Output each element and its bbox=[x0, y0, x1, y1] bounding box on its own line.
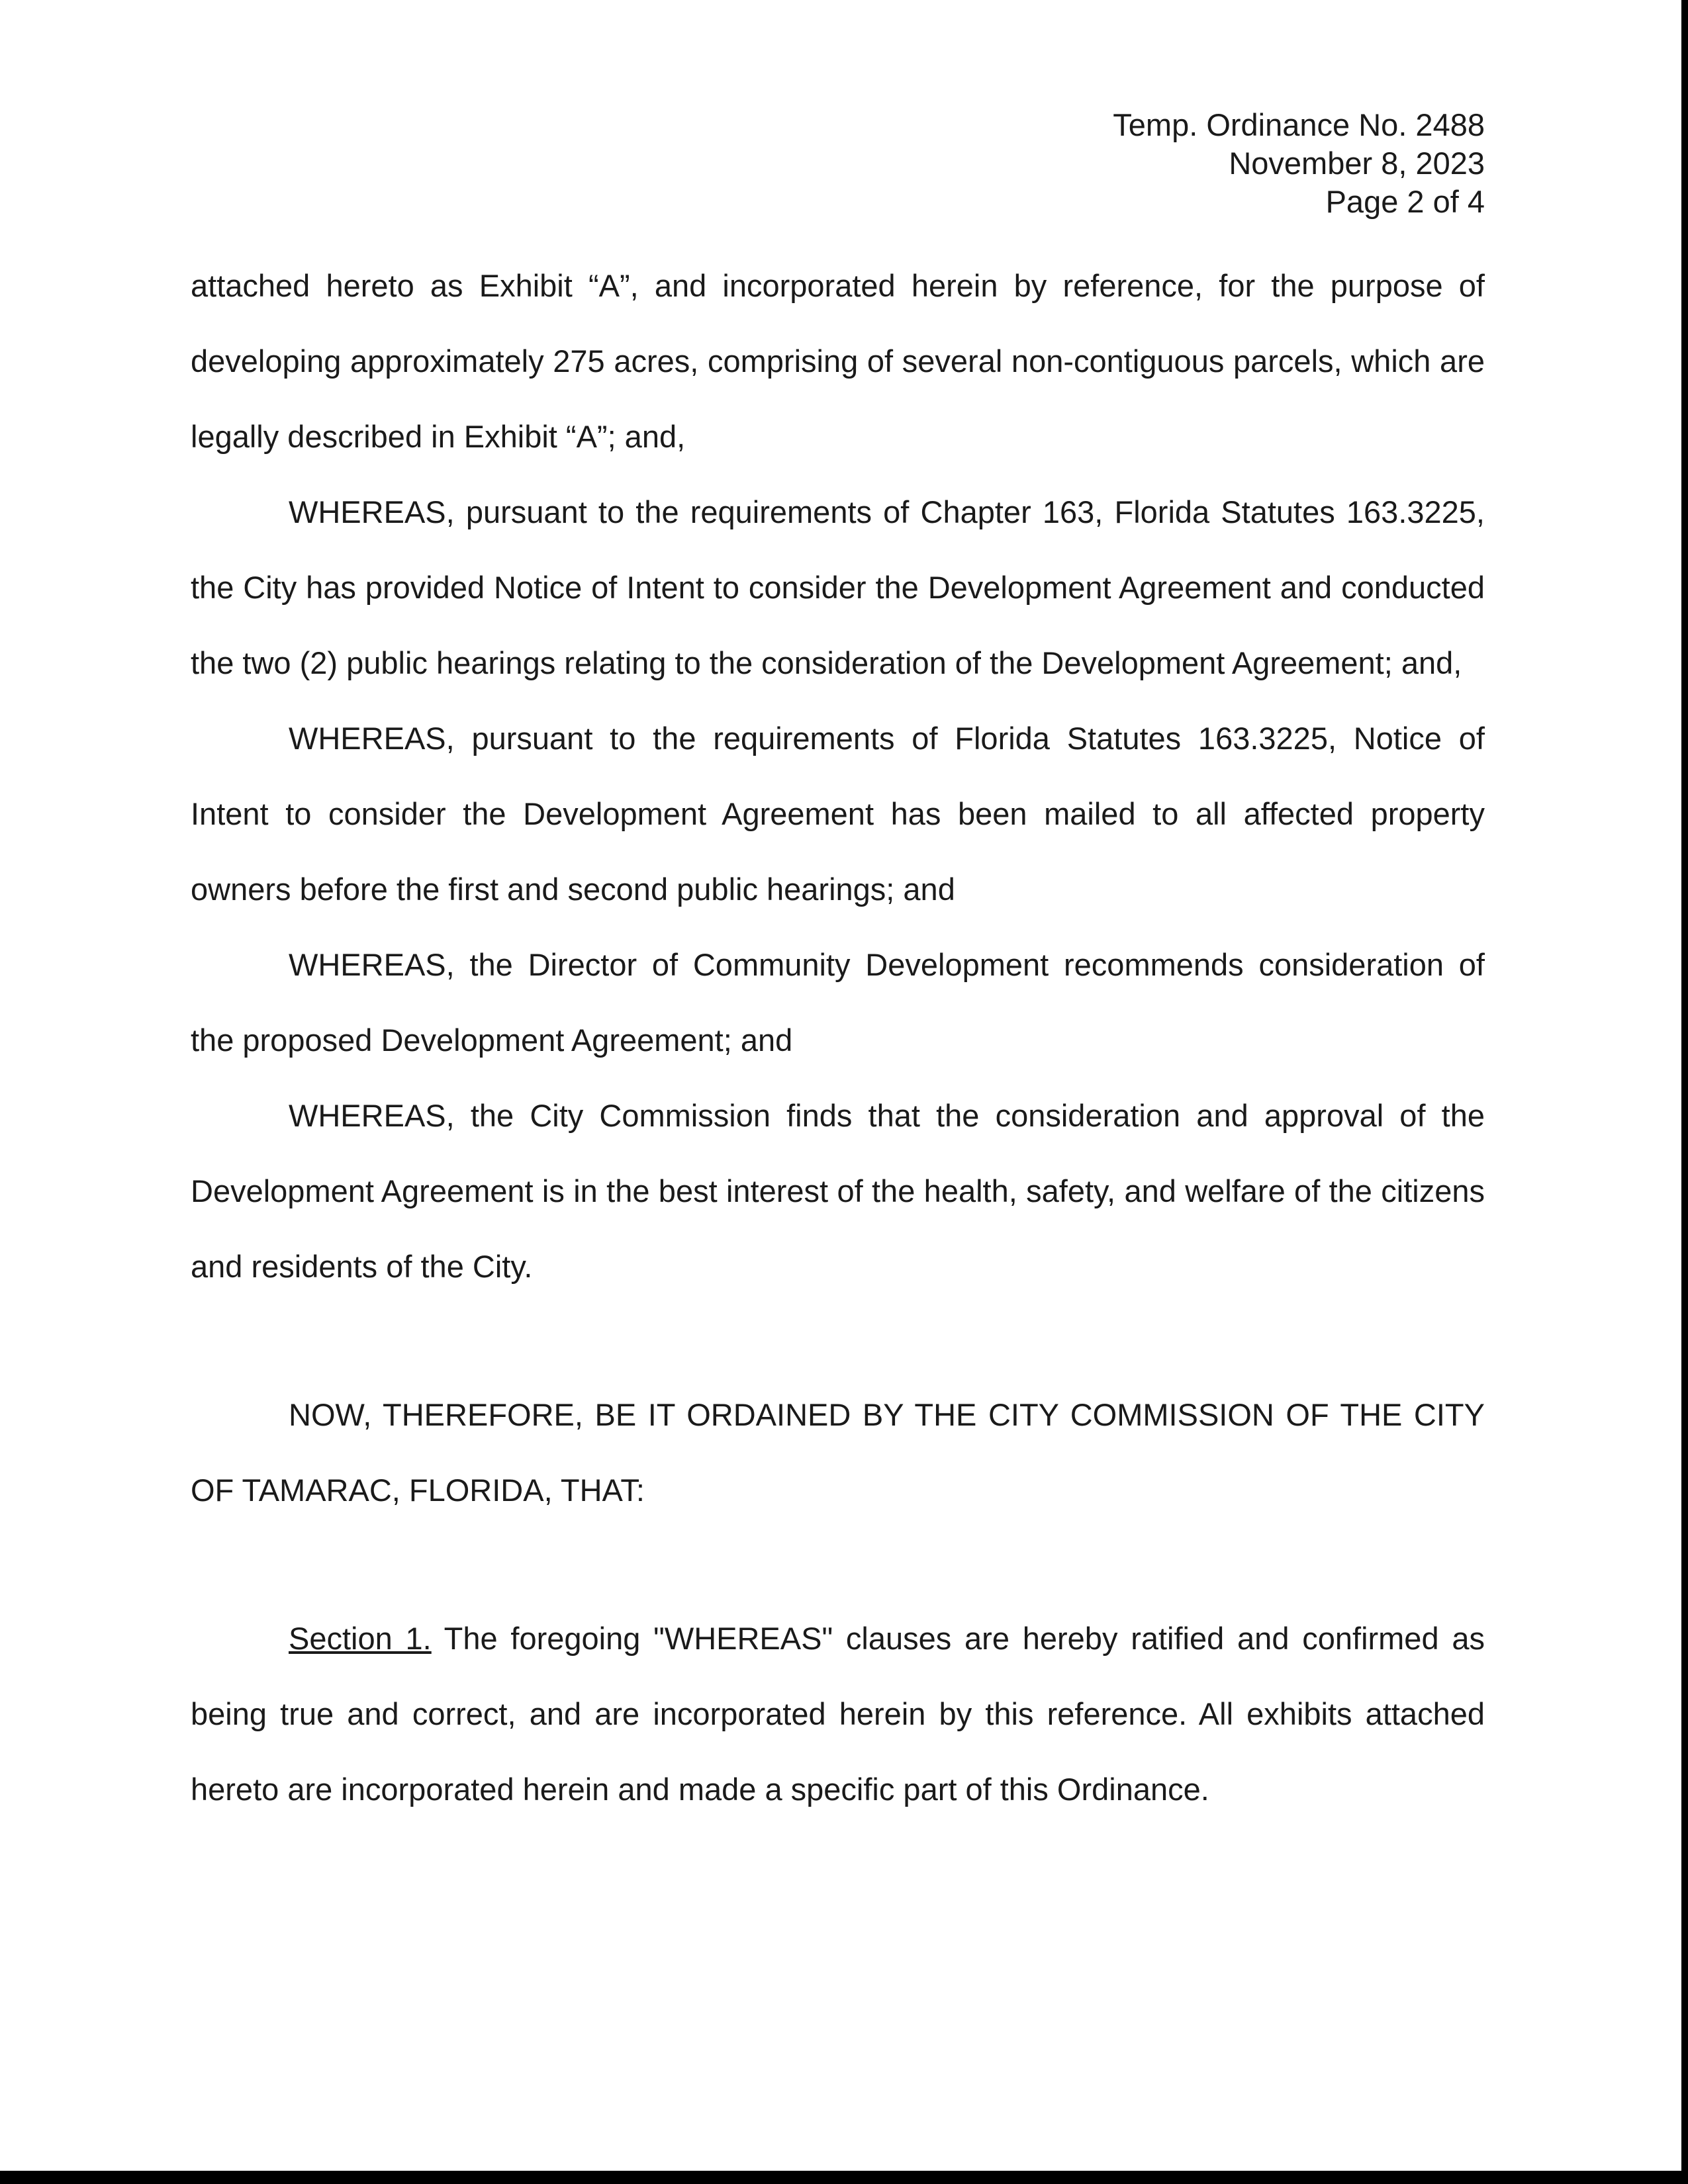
ordinance-number: Temp. Ordinance No. 2488 bbox=[1113, 107, 1485, 142]
paragraph-whereas-notice: WHEREAS, pursuant to the requirements of Chapter 163, Florida Statutes 163.3225, the City has provided Notice of Intent to consider the Development Agreement and conducted the two (2) public hearings relating to the consideration of the Development Agreement; and, bbox=[191, 494, 1485, 680]
section-1-label: Section 1. bbox=[289, 1621, 432, 1656]
ordinance-date: November 8, 2023 bbox=[1229, 146, 1485, 181]
page-bottom-border bbox=[0, 2171, 1688, 2184]
document-header bbox=[823, 106, 1485, 221]
paragraph-ordained: NOW, THEREFORE, BE IT ORDAINED BY THE CITY COMMISSION OF THE CITY OF TAMARAC, FLORIDA, THAT: bbox=[191, 1397, 1485, 1508]
document-body bbox=[191, 248, 1485, 1827]
paragraph-section-1 bbox=[191, 1601, 1485, 1827]
paragraph-exhibit-continuation: attached hereto as Exhibit “A”, and incorporated herein by reference, for the purpose of developing approximately 275 acres, comprising of several non-contiguous parcels, which are legally described in Exhibit “A”; and, bbox=[191, 268, 1485, 454]
paragraph-whereas-director: WHEREAS, the Director of Community Development recommends consideration of the proposed Development Agreement; and bbox=[191, 947, 1485, 1058]
section-1-text: The foregoing "WHEREAS" clauses are hereby ratified and confirmed as being true and correct, and are incorporated herein by this reference. All exhibits attached hereto are incorporated herein and made a specific part of this Ordinance. bbox=[191, 1621, 1485, 1807]
paragraph-whereas-mailed: WHEREAS, pursuant to the requirements of Florida Statutes 163.3225, Notice of Intent to consider the Development Agreement has been mailed to all affected property owners before the first and second public hearings; and bbox=[191, 721, 1485, 907]
page-number: Page 2 of 4 bbox=[1325, 184, 1485, 219]
paragraph-whereas-commission: WHEREAS, the City Commission finds that the consideration and approval of the Development Agreement is in the best interest of the health, safety, and welfare of the citizens and residents of the City. bbox=[191, 1098, 1485, 1284]
page-right-border bbox=[1681, 0, 1688, 2184]
